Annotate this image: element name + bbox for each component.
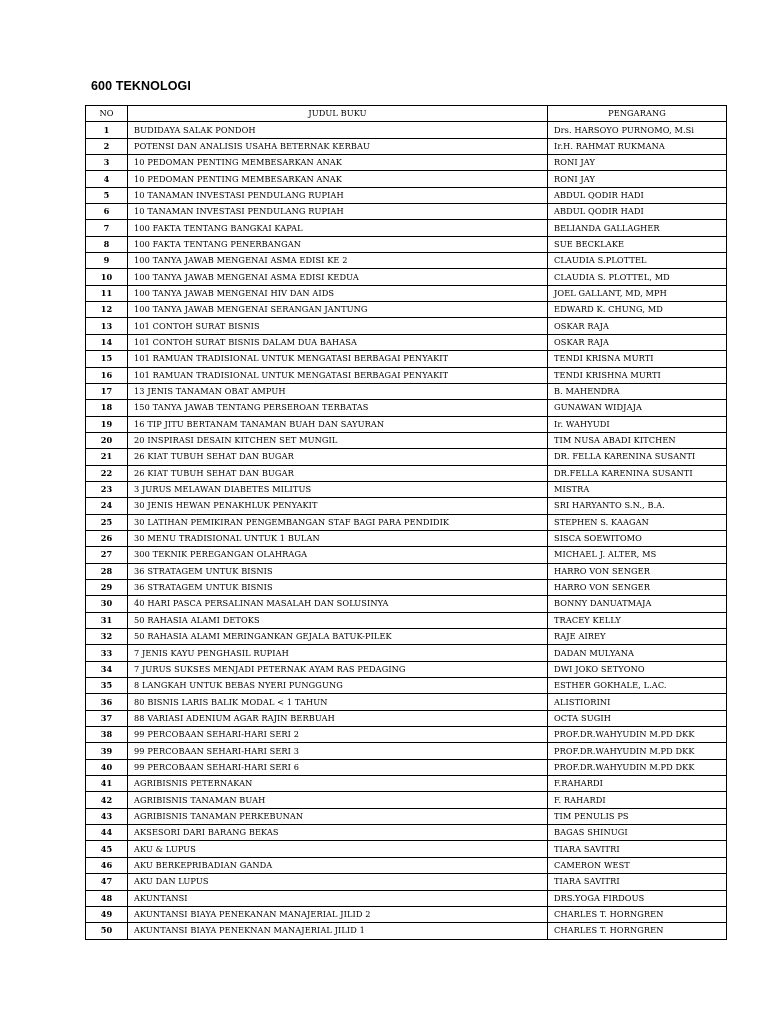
book-author: TIM PENULIS PS: [548, 808, 727, 824]
book-title: 20 INSPIRASI DESAIN KITCHEN SET MUNGIL: [128, 432, 548, 448]
table-row: [86, 171, 727, 187]
book-title: 99 PERCOBAAN SEHARI-HARI SERI 3: [128, 743, 548, 759]
table-row: [86, 367, 727, 383]
table-row: [86, 514, 727, 530]
row-number: 1: [86, 122, 128, 138]
book-title: 7 JURUS SUKSES MENJADI PETERNAK AYAM RAS PEDAGING: [128, 661, 548, 677]
table-row: [86, 449, 727, 465]
table-body: [86, 122, 727, 939]
book-author: CLAUDIA S.PLOTTEL: [548, 253, 727, 269]
row-number: 33: [86, 645, 128, 661]
table-row: [86, 530, 727, 546]
table-row: [86, 400, 727, 416]
book-author: MICHAEL J. ALTER, MS: [548, 547, 727, 563]
table-row: [86, 253, 727, 269]
row-number: 49: [86, 906, 128, 922]
book-title: AGRIBISNIS TANAMAN PERKEBUNAN: [128, 808, 548, 824]
table-header: [86, 106, 727, 122]
row-number: 47: [86, 874, 128, 890]
book-author: EDWARD K. CHUNG, MD: [548, 302, 727, 318]
book-title: 100 TANYA JAWAB MENGENAI ASMA EDISI KEDUA: [128, 269, 548, 285]
book-title: 100 TANYA JAWAB MENGENAI HIV DAN AIDS: [128, 285, 548, 301]
row-number: 35: [86, 678, 128, 694]
book-title: BUDIDAYA SALAK PONDOH: [128, 122, 548, 138]
book-title: 10 PEDOMAN PENTING MEMBESARKAN ANAK: [128, 171, 548, 187]
row-number: 13: [86, 318, 128, 334]
book-author: TENDI KRISNA MURTI: [548, 351, 727, 367]
book-author: PROF.DR.WAHYUDIN M.PD DKK: [548, 759, 727, 775]
table-row: [86, 498, 727, 514]
book-title: 100 TANYA JAWAB MENGENAI SERANGAN JANTUNG: [128, 302, 548, 318]
book-title: 101 CONTOH SURAT BISNIS: [128, 318, 548, 334]
book-title: AGRIBISNIS TANAMAN BUAH: [128, 792, 548, 808]
row-number: 36: [86, 694, 128, 710]
row-number: 22: [86, 465, 128, 481]
row-number: 34: [86, 661, 128, 677]
row-number: 3: [86, 155, 128, 171]
book-title: 80 BISNIS LARIS BALIK MODAL < 1 TAHUN: [128, 694, 548, 710]
book-author: RONI JAY: [548, 171, 727, 187]
book-author: CHARLES T. HORNGREN: [548, 923, 727, 939]
book-author: BELIANDA GALLAGHER: [548, 220, 727, 236]
row-number: 24: [86, 498, 128, 514]
book-title: AKUNTANSI BIAYA PENEKNAN MANAJERIAL JILID 1: [128, 923, 548, 939]
book-title: AKSESORI DARI BARANG BEKAS: [128, 825, 548, 841]
table-row: [86, 923, 727, 939]
table-row: [86, 481, 727, 497]
book-author: CLAUDIA S. PLOTTEL, MD: [548, 269, 727, 285]
book-title: 13 JENIS TANAMAN OBAT AMPUH: [128, 383, 548, 399]
row-number: 19: [86, 416, 128, 432]
book-title: AGRIBISNIS PETERNAKAN: [128, 776, 548, 792]
table-row: [86, 432, 727, 448]
book-author: MISTRA: [548, 481, 727, 497]
row-number: 37: [86, 710, 128, 726]
book-table: [85, 105, 727, 940]
row-number: 11: [86, 285, 128, 301]
book-author: HARRO VON SENGER: [548, 579, 727, 595]
book-title: 100 FAKTA TENTANG BANGKAI KAPAL: [128, 220, 548, 236]
table-row: [86, 187, 727, 203]
book-author: CAMERON WEST: [548, 857, 727, 873]
book-title: 50 RAHASIA ALAMI DETOKS: [128, 612, 548, 628]
table-row: [86, 155, 727, 171]
row-number: 7: [86, 220, 128, 236]
book-title: 101 RAMUAN TRADISIONAL UNTUK MENGATASI BERBAGAI PENYAKIT: [128, 351, 548, 367]
book-author: TENDI KRISHNA MURTI: [548, 367, 727, 383]
table-row: [86, 776, 727, 792]
row-number: 18: [86, 400, 128, 416]
book-title: 99 PERCOBAAN SEHARI-HARI SERI 6: [128, 759, 548, 775]
row-number: 32: [86, 629, 128, 645]
row-number: 10: [86, 269, 128, 285]
book-title: 30 JENIS HEWAN PENAKHLUK PENYAKIT: [128, 498, 548, 514]
book-title: 30 MENU TRADISIONAL UNTUK 1 BULAN: [128, 530, 548, 546]
table-row: [86, 138, 727, 154]
book-author: TRACEY KELLY: [548, 612, 727, 628]
table-row: [86, 579, 727, 595]
book-title: AKUNTANSI: [128, 890, 548, 906]
table-row: [86, 465, 727, 481]
book-title: 99 PERCOBAAN SEHARI-HARI SERI 2: [128, 727, 548, 743]
table-row: [86, 547, 727, 563]
row-number: 38: [86, 727, 128, 743]
table-row: [86, 743, 727, 759]
book-title: 100 TANYA JAWAB MENGENAI ASMA EDISI KE 2: [128, 253, 548, 269]
table-row: [86, 759, 727, 775]
table-row: [86, 220, 727, 236]
header-pengarang: PENGARANG: [548, 106, 727, 122]
page-title: 600 TEKNOLOGI: [91, 79, 191, 93]
row-number: 14: [86, 334, 128, 350]
book-author: STEPHEN S. KAAGAN: [548, 514, 727, 530]
book-author: BAGAS SHINUGI: [548, 825, 727, 841]
table-row: [86, 204, 727, 220]
book-title: 10 TANAMAN INVESTASI PENDULANG RUPIAH: [128, 204, 548, 220]
book-author: DRS.YOGA FIRDOUS: [548, 890, 727, 906]
row-number: 12: [86, 302, 128, 318]
book-author: TIM NUSA ABADI KITCHEN: [548, 432, 727, 448]
book-author: ABDUL QODIR HADI: [548, 187, 727, 203]
table-row: [86, 694, 727, 710]
book-author: Ir. WAHYUDI: [548, 416, 727, 432]
table-row: [86, 857, 727, 873]
book-author: Drs. HARSOYO PURNOMO, M.Si: [548, 122, 727, 138]
row-number: 43: [86, 808, 128, 824]
book-author: BONNY DANUATMAJA: [548, 596, 727, 612]
book-author: F.RAHARDI: [548, 776, 727, 792]
book-author: SRI HARYANTO S.N., B.A.: [548, 498, 727, 514]
table-row: [86, 563, 727, 579]
row-number: 2: [86, 138, 128, 154]
row-number: 5: [86, 187, 128, 203]
table-row: [86, 906, 727, 922]
book-title: AKU & LUPUS: [128, 841, 548, 857]
row-number: 17: [86, 383, 128, 399]
row-number: 23: [86, 481, 128, 497]
table-row: [86, 710, 727, 726]
table-row: [86, 727, 727, 743]
book-title: 36 STRATAGEM UNTUK BISNIS: [128, 563, 548, 579]
row-number: 46: [86, 857, 128, 873]
book-title: AKUNTANSI BIAYA PENEKANAN MANAJERIAL JILID 2: [128, 906, 548, 922]
row-number: 39: [86, 743, 128, 759]
table-row: [86, 383, 727, 399]
book-author: OSKAR RAJA: [548, 318, 727, 334]
table-row: [86, 825, 727, 841]
table-row: [86, 890, 727, 906]
book-author: TIARA SAVITRI: [548, 841, 727, 857]
table-row: [86, 629, 727, 645]
book-author: OSKAR RAJA: [548, 334, 727, 350]
book-title: 50 RAHASIA ALAMI MERINGANKAN GEJALA BATUK-PILEK: [128, 629, 548, 645]
header-judul-buku: JUDUL BUKU: [128, 106, 548, 122]
row-number: 45: [86, 841, 128, 857]
book-author: PROF.DR.WAHYUDIN M.PD DKK: [548, 727, 727, 743]
table-row: [86, 874, 727, 890]
book-title: 26 KIAT TUBUH SEHAT DAN BUGAR: [128, 465, 548, 481]
row-number: 16: [86, 367, 128, 383]
book-title: 26 KIAT TUBUH SEHAT DAN BUGAR: [128, 449, 548, 465]
book-title: 150 TANYA JAWAB TENTANG PERSEROAN TERBATAS: [128, 400, 548, 416]
table-row: [86, 318, 727, 334]
book-author: TIARA SAVITRI: [548, 874, 727, 890]
table-row: [86, 841, 727, 857]
book-author: SUE BECKLAKE: [548, 236, 727, 252]
table-row: [86, 596, 727, 612]
book-author: PROF.DR.WAHYUDIN M.PD DKK: [548, 743, 727, 759]
book-author: ESTHER GOKHALE, L.AC.: [548, 678, 727, 694]
row-number: 40: [86, 759, 128, 775]
row-number: 4: [86, 171, 128, 187]
row-number: 6: [86, 204, 128, 220]
book-title: 3 JURUS MELAWAN DIABETES MILITUS: [128, 481, 548, 497]
row-number: 48: [86, 890, 128, 906]
row-number: 26: [86, 530, 128, 546]
book-title: 36 STRATAGEM UNTUK BISNIS: [128, 579, 548, 595]
book-title: 16 TIP JITU BERTANAM TANAMAN BUAH DAN SAYURAN: [128, 416, 548, 432]
row-number: 27: [86, 547, 128, 563]
book-title: AKU DAN LUPUS: [128, 874, 548, 890]
book-title: 100 FAKTA TENTANG PENERBANGAN: [128, 236, 548, 252]
row-number: 29: [86, 579, 128, 595]
book-title: 10 TANAMAN INVESTASI PENDULANG RUPIAH: [128, 187, 548, 203]
table-row: [86, 122, 727, 138]
book-author: GUNAWAN WIDJAJA: [548, 400, 727, 416]
book-author: ALISTIORINI: [548, 694, 727, 710]
book-author: RONI JAY: [548, 155, 727, 171]
book-author: HARRO VON SENGER: [548, 563, 727, 579]
table-row: [86, 661, 727, 677]
book-title: 10 PEDOMAN PENTING MEMBESARKAN ANAK: [128, 155, 548, 171]
book-author: CHARLES T. HORNGREN: [548, 906, 727, 922]
row-number: 8: [86, 236, 128, 252]
row-number: 30: [86, 596, 128, 612]
table-row: [86, 236, 727, 252]
table-row: [86, 351, 727, 367]
row-number: 28: [86, 563, 128, 579]
table-row: [86, 808, 727, 824]
table-row: [86, 678, 727, 694]
book-author: JOEL GALLANT, MD, MPH: [548, 285, 727, 301]
table-row: [86, 302, 727, 318]
book-author: DR.FELLA KARENINA SUSANTI: [548, 465, 727, 481]
book-title: 101 CONTOH SURAT BISNIS DALAM DUA BAHASA: [128, 334, 548, 350]
row-number: 42: [86, 792, 128, 808]
row-number: 9: [86, 253, 128, 269]
row-number: 25: [86, 514, 128, 530]
book-author: DR. FELLA KARENINA SUSANTI: [548, 449, 727, 465]
row-number: 41: [86, 776, 128, 792]
header-row: [86, 106, 727, 122]
book-title: 101 RAMUAN TRADISIONAL UNTUK MENGATASI BERBAGAI PENYAKIT: [128, 367, 548, 383]
row-number: 50: [86, 923, 128, 939]
row-number: 44: [86, 825, 128, 841]
book-author: F. RAHARDI: [548, 792, 727, 808]
book-title: 7 JENIS KAYU PENGHASIL RUPIAH: [128, 645, 548, 661]
book-author: RAJE AIREY: [548, 629, 727, 645]
book-title: 8 LANGKAH UNTUK BEBAS NYERI PUNGGUNG: [128, 678, 548, 694]
table-row: [86, 285, 727, 301]
book-title: 300 TEKNIK PEREGANGAN OLAHRAGA: [128, 547, 548, 563]
book-title: 30 LATIHAN PEMIKIRAN PENGEMBANGAN STAF BAGI PARA PENDIDIK: [128, 514, 548, 530]
table-row: [86, 416, 727, 432]
table-row: [86, 334, 727, 350]
book-title: POTENSI DAN ANALISIS USAHA BETERNAK KERBAU: [128, 138, 548, 154]
table-row: [86, 645, 727, 661]
book-title: 40 HARI PASCA PERSALINAN MASALAH DAN SOLUSINYA: [128, 596, 548, 612]
book-author: Ir.H. RAHMAT RUKMANA: [548, 138, 727, 154]
header-no: NO: [86, 106, 128, 122]
book-author: ABDUL QODIR HADI: [548, 204, 727, 220]
row-number: 15: [86, 351, 128, 367]
row-number: 31: [86, 612, 128, 628]
row-number: 20: [86, 432, 128, 448]
table-row: [86, 269, 727, 285]
book-author: DADAN MULYANA: [548, 645, 727, 661]
book-author: OCTA SUGIH: [548, 710, 727, 726]
row-number: 21: [86, 449, 128, 465]
book-author: B. MAHENDRA: [548, 383, 727, 399]
book-author: DWI JOKO SETYONO: [548, 661, 727, 677]
book-title: 88 VARIASI ADENIUM AGAR RAJIN BERBUAH: [128, 710, 548, 726]
book-title: AKU BERKEPRIBADIAN GANDA: [128, 857, 548, 873]
book-author: SISCA SOEWITOMO: [548, 530, 727, 546]
table-row: [86, 792, 727, 808]
table-row: [86, 612, 727, 628]
